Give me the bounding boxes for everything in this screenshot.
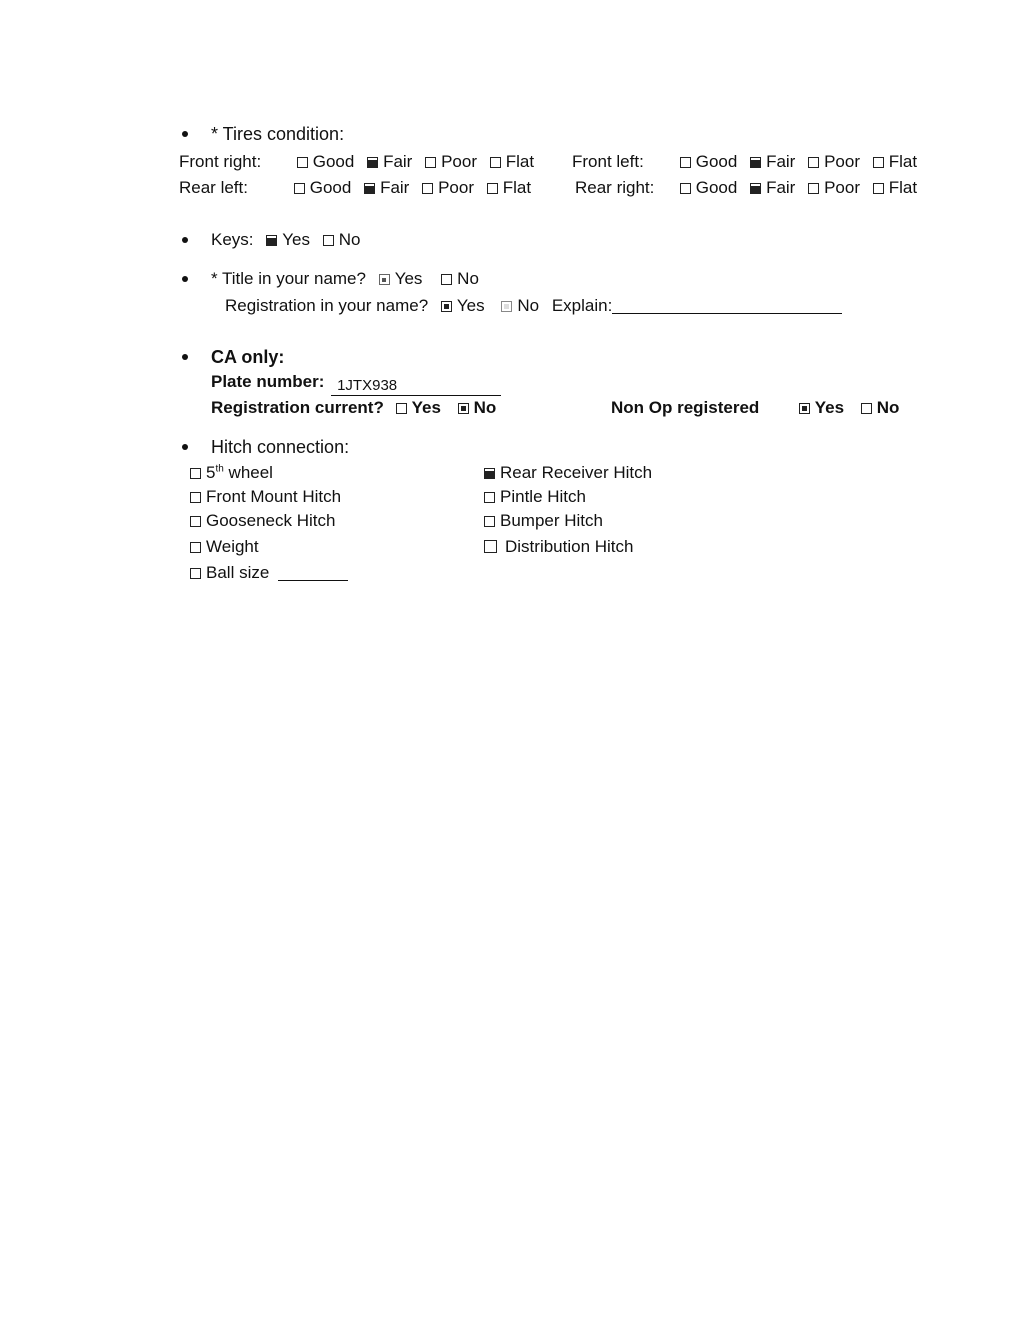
bullet [182, 444, 188, 450]
option-label: Fair [380, 178, 410, 197]
nonop-yes-checkbox[interactable] [799, 403, 810, 414]
nonop-row [611, 398, 907, 418]
front-right-row [179, 152, 542, 172]
rear-left-flat-checkbox[interactable] [487, 183, 498, 194]
rear-left-poor-checkbox[interactable] [422, 183, 433, 194]
front-mount-hitch-checkbox[interactable] [190, 492, 201, 503]
hitch-label: wheel [223, 463, 273, 482]
distribution-hitch-checkbox[interactable] [484, 540, 497, 553]
registration-yes-checkbox[interactable] [441, 301, 452, 312]
keys-no-checkbox[interactable] [323, 235, 334, 246]
rear-left-label: Rear left: [179, 178, 248, 197]
gooseneck-hitch-checkbox[interactable] [190, 516, 201, 527]
hitch-label-sup: th [215, 463, 224, 475]
rear-receiver-hitch-checkbox[interactable] [484, 468, 495, 479]
keys-label: Keys: [211, 230, 254, 249]
option-label: Good [695, 152, 738, 171]
hitch-label: Front Mount Hitch [206, 487, 342, 506]
reg-current-row [211, 398, 504, 418]
hitch-label: Pintle Hitch [500, 487, 586, 506]
rear-right-flat-checkbox[interactable] [873, 183, 884, 194]
bullet [182, 131, 188, 137]
option-label: No [338, 230, 361, 249]
hitch-label: Bumper Hitch [500, 511, 603, 530]
rear-left-good-checkbox[interactable] [294, 183, 305, 194]
option-label: Flat [505, 152, 535, 171]
front-left-fair-checkbox[interactable] [750, 157, 761, 168]
front-right-good-checkbox[interactable] [297, 157, 308, 168]
keys-yes-checkbox[interactable] [266, 235, 277, 246]
hitch-label: Rear Receiver Hitch [500, 463, 653, 482]
option-label: Flat [888, 178, 918, 197]
option-label: Poor [824, 152, 860, 171]
bullet [182, 237, 188, 243]
option-label: No [457, 269, 479, 288]
rear-right-poor-checkbox[interactable] [808, 183, 819, 194]
option-label: Good [695, 178, 738, 197]
hitch-item [190, 487, 341, 507]
rear-left-fair-checkbox[interactable] [364, 183, 375, 194]
front-right-fair-checkbox[interactable] [367, 157, 378, 168]
front-right-label: Front right: [179, 152, 262, 171]
option-label: Poor [441, 152, 477, 171]
option-label: Yes [456, 296, 485, 315]
option-label: No [876, 398, 900, 417]
hitch-item [484, 487, 586, 507]
front-left-label: Front left: [572, 152, 644, 171]
rear-right-fair-checkbox[interactable] [750, 183, 761, 194]
pintle-hitch-checkbox[interactable] [484, 492, 495, 503]
hitch-label: Ball size [206, 563, 270, 582]
hitch-label: Gooseneck Hitch [206, 511, 336, 530]
title-no-checkbox[interactable] [441, 274, 452, 285]
front-right-flat-checkbox[interactable] [490, 157, 501, 168]
title-label: * Title in your name? [211, 269, 366, 288]
front-left-poor-checkbox[interactable] [808, 157, 819, 168]
option-label: Good [312, 152, 355, 171]
option-label: Yes [411, 398, 441, 417]
option-label: Flat [888, 152, 918, 171]
hitch-item [484, 537, 634, 557]
reg-current-no-checkbox[interactable] [458, 403, 469, 414]
reg-current-yes-checkbox[interactable] [396, 403, 407, 414]
rear-right-good-checkbox[interactable] [680, 183, 691, 194]
hitch-item [190, 537, 259, 557]
option-label: Fair [383, 152, 413, 171]
front-right-poor-checkbox[interactable] [425, 157, 436, 168]
hitch-label: 5 [206, 463, 216, 482]
option-label: Yes [814, 398, 845, 417]
tires-heading: * Tires condition: [211, 124, 345, 144]
ca-heading: CA only: [211, 347, 285, 367]
front-left-flat-checkbox[interactable] [873, 157, 884, 168]
hitch-label: Weight [206, 537, 259, 556]
weight-checkbox[interactable] [190, 542, 201, 553]
explain-field[interactable] [612, 295, 842, 314]
reg-current-label: Registration current? [211, 398, 384, 417]
front-left-row [572, 152, 925, 172]
rear-right-label: Rear right: [575, 178, 655, 197]
explain-label: Explain: [551, 296, 613, 315]
rear-left-row [179, 178, 539, 198]
plate-row [211, 372, 501, 396]
option-label: Poor [438, 178, 474, 197]
hitch-item [190, 463, 273, 483]
ball-size-checkbox[interactable] [190, 568, 201, 579]
hitch-item [190, 511, 335, 531]
title-yes-checkbox[interactable] [379, 274, 390, 285]
option-label: Fair [766, 178, 796, 197]
hitch-heading: Hitch connection: [211, 437, 350, 457]
fifth-wheel-checkbox[interactable] [190, 468, 201, 479]
option-label: Yes [394, 269, 423, 288]
plate-number-value: 1JTX938 [337, 377, 398, 394]
option-label: Poor [824, 178, 860, 197]
hitch-item [190, 562, 348, 583]
option-label: Flat [502, 178, 532, 197]
registration-row [225, 295, 842, 316]
hitch-item [484, 463, 652, 483]
bullet [182, 276, 188, 282]
option-label: No [517, 296, 540, 315]
ball-size-field[interactable] [278, 562, 348, 581]
option-label: Yes [282, 230, 310, 249]
bullet [182, 354, 188, 360]
option-label: Fair [766, 152, 796, 171]
registration-no-checkbox[interactable] [501, 301, 512, 312]
hitch-item [484, 511, 603, 531]
option-label: Good [309, 178, 352, 197]
hitch-label: Distribution Hitch [505, 537, 634, 556]
front-left-good-checkbox[interactable] [680, 157, 691, 168]
keys-row [211, 230, 368, 250]
nonop-label: Non Op registered [611, 398, 760, 417]
plate-number-field[interactable] [331, 378, 501, 396]
registration-label: Registration in your name? [225, 296, 429, 315]
bumper-hitch-checkbox[interactable] [484, 516, 495, 527]
plate-label: Plate number: [211, 372, 325, 391]
title-row [211, 269, 487, 289]
option-label: No [473, 398, 497, 417]
rear-right-row [575, 178, 925, 198]
nonop-no-checkbox[interactable] [861, 403, 872, 414]
